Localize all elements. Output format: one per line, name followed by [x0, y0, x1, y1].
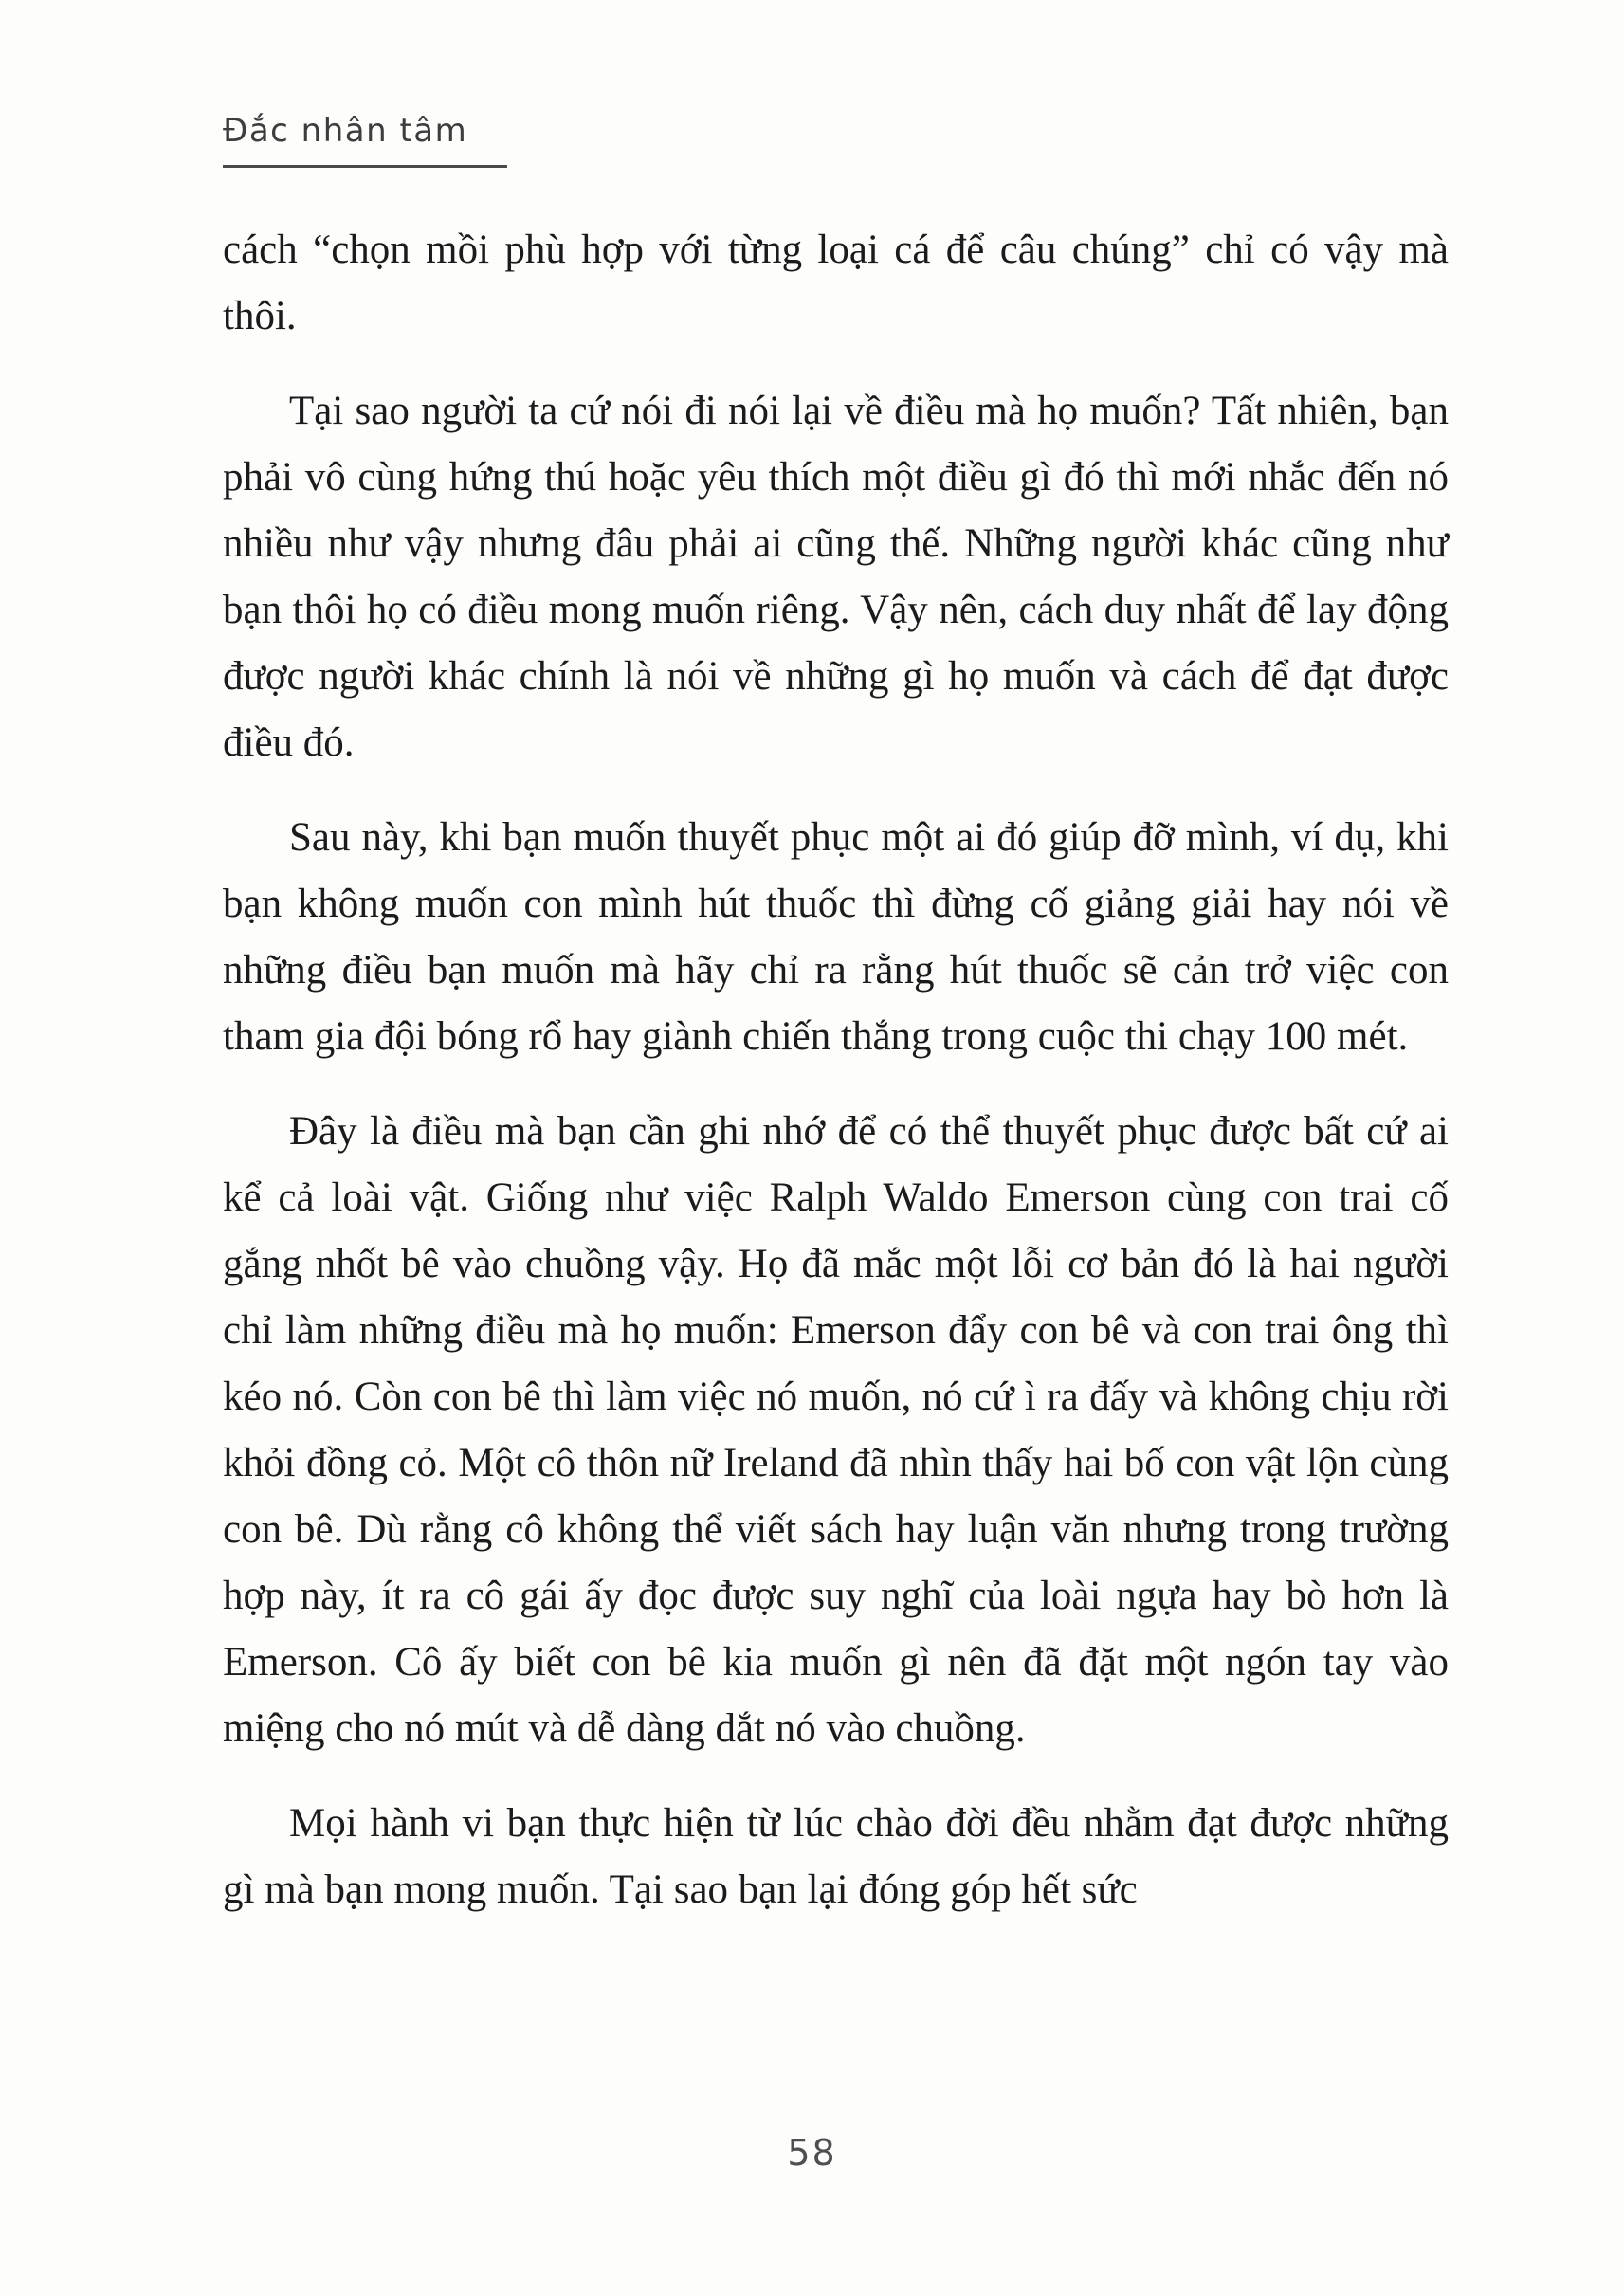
page-number: 58 [787, 2132, 837, 2174]
running-header-title: Đắc nhân tâm [223, 112, 507, 168]
paragraph-why-people-talk-wants: Tại sao người ta cứ nói đi nói lại về điều mà họ muốn? Tất nhiên, bạn phải vô cùng hứng thú hoặc yêu thích một điều gì đó thì mới nhắc đến nó nhiều như vậy nhưng đâu phải ai cũng thế. Những người khác cũng như bạn thôi họ có điều mong muốn riêng. Vậy nên, cách duy nhất để lay động được người khác chính là nói về những gì họ muốn và cách để đạt được điều đó. [223, 389, 1449, 765]
paragraph-persuade-example: Sau này, khi bạn muốn thuyết phục một ai đó giúp đỡ mình, ví dụ, khi bạn không muốn con mình hút thuốc thì đừng cố giảng giải hay nói về những điều bạn muốn mà hãy chỉ ra rằng hút thuốc sẽ cản trở việc con tham gia đội bóng rổ hay giành chiến thắng trong cuộc thi chạy 100 mét. [223, 815, 1449, 1059]
running-header [223, 112, 1449, 168]
page-body [223, 217, 1449, 1923]
paragraph-continuation: cách “chọn mồi phù hợp với từng loại cá để câu chúng” chỉ có vậy mà thôi. [223, 228, 1449, 338]
paragraph-emerson-calf-story: Đây là điều mà bạn cần ghi nhớ để có thể thuyết phục được bất cứ ai kể cả loài vật. Giống như việc Ralph Waldo Emerson cùng con trai cố gắng nhốt bê vào chuồng vậy. Họ đã mắc một lỗi cơ bản đó là hai người chỉ làm những điều mà họ muốn: Emerson đẩy con bê và con trai ông thì kéo nó. Còn con bê thì làm việc nó muốn, nó cứ ì ra đấy và không chịu rời khỏi đồng cỏ. Một cô thôn nữ Ireland đã nhìn thấy hai bố con vật lộn cùng con bê. Dù rằng cô không thể viết sách hay luận văn nhưng trong trường hợp này, ít ra cô gái ấy đọc được suy nghĩ của loài ngựa hay bò hơn là Emerson. Cô ấy biết con bê kia muốn gì nên đã đặt một ngón tay vào miệng cho nó mút và dễ dàng dắt nó vào chuồng. [223, 1109, 1449, 1751]
paragraph-every-act: Mọi hành vi bạn thực hiện từ lúc chào đời đều nhằm đạt được những gì mà bạn mong muốn. Tại sao bạn lại đóng góp hết sức [223, 1801, 1449, 1912]
